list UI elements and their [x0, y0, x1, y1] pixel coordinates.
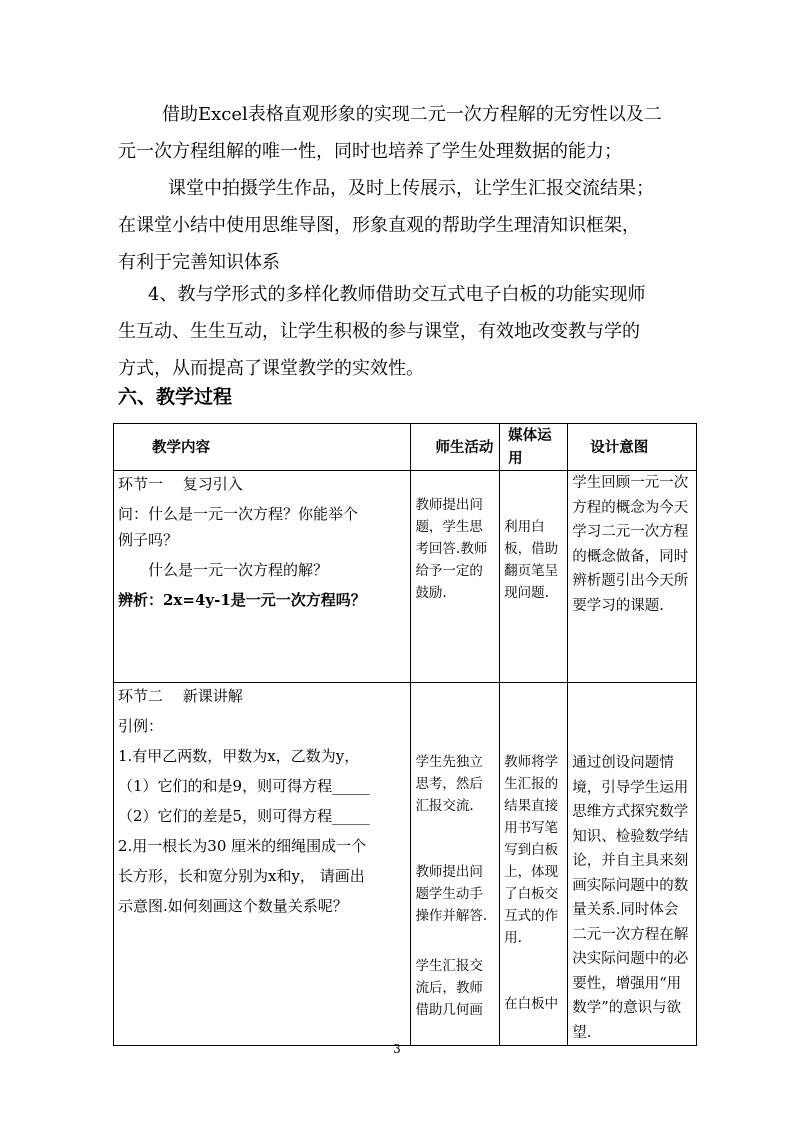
table-header-row: [114, 424, 697, 471]
teaching-process-table: [113, 423, 697, 1046]
text-line: 辨析：2x=4y-1是一元一次方程吗？: [118, 591, 366, 609]
intro-paragraph-1: [118, 96, 698, 170]
text-line: 环节一 复习引入: [118, 475, 243, 493]
text-line: 课堂中拍摄学生作品，及时上传展示，让学生汇报交流结果；: [168, 178, 654, 199]
header-activity: 师生活动: [411, 424, 500, 471]
text-line: 4、教与学形式的多样化教师借助交互式电子白板的功能实现师: [148, 284, 646, 305]
text-block: 教师提出问题学生动手操作并解答.: [415, 864, 488, 924]
table-row: [114, 683, 697, 1046]
intent-cell: [568, 471, 697, 683]
text-line: 示意图.如何刻画这个数量关系呢？: [118, 897, 348, 915]
content-cell: [114, 683, 411, 1046]
text-line: （2）它们的差是5，则可得方程_____: [118, 807, 370, 825]
text-line: 什么是一元一次方程的解？: [148, 561, 329, 579]
page-number: 3: [393, 1042, 401, 1056]
header-media: 媒体运用: [500, 424, 568, 471]
text-line: 元一次方程组解的唯一性，同时也培养了学生处理数据的能力；: [118, 141, 622, 162]
activity-cell: [411, 471, 500, 683]
header-content: 教学内容: [114, 424, 411, 471]
intent-cell: [568, 683, 697, 1046]
text-line: 2.用一根长为30 厘米的细绳围成一个: [118, 837, 367, 855]
text-line: 借助Excel表格直观形象的实现二元一次方程解的无穷性以及二: [162, 104, 662, 125]
text-line: 方式，从而提高了课堂教学的实效性。: [118, 358, 424, 379]
text-block: 教师提出问题，学生思考回答.教师给予一定的鼓励.: [415, 497, 488, 601]
text-line: 环节二 新课讲解: [118, 687, 243, 705]
text-line: 在课堂小结中使用思维导图，形象直观的帮助学生理清知识框架，: [118, 215, 640, 236]
text-block: 学生汇报交流后，教师借助几何画: [415, 958, 483, 1018]
text-line: 问：什么是一元一次方程？你能举个: [118, 505, 359, 523]
text-block: 教师将学生汇报的结果直接用书写笔写到白板上，体现了白板交互式的作用.: [504, 754, 559, 946]
media-cell: [500, 471, 568, 683]
content-cell: [114, 471, 411, 683]
intro-paragraph-3: [118, 276, 698, 387]
header-intent: 设计意图: [568, 424, 697, 471]
text-line: 引例：: [118, 717, 164, 735]
section-heading: 六、教学过程: [118, 386, 233, 408]
media-cell: [500, 683, 568, 1046]
intro-paragraph-2: [118, 170, 698, 281]
text-block: 学生先独立思考，然后汇报交流.: [415, 754, 483, 814]
table-row: [114, 471, 697, 683]
activity-cell: [411, 683, 500, 1046]
text-block: 在白板中: [504, 996, 559, 1012]
text-line: 生互动、生生互动，让学生积极的参与课堂，有效地改变教与学的: [118, 321, 640, 342]
text-line: 长方形，长和宽分别为x和y， 请画出: [118, 867, 365, 885]
text-line: （1）它们的和是9，则可得方程_____: [118, 777, 370, 795]
text-block: 通过创设问题情境，引导学生运用思维方式探究数学知识、检验数学结论，并自主具来刻画实际问题中的数量关系.同时体会二元一次方程在解决实际问题中的必要性，增强用“用数学”的意识与欲望.: [572, 755, 689, 1041]
text-line: 1.有甲乙两数，甲数为x，乙数为y，: [118, 747, 360, 765]
text-line: 例子吗？: [118, 531, 179, 549]
text-line: 有利于完善知识体系: [118, 252, 280, 273]
text-block: 利用白板，借助翻页笔呈现问题.: [504, 519, 559, 601]
text-block: 学生回顾一元一次方程的概念为今天学习二元一次方程的概念做备，同时辨析题引出今天所要学习的课题.: [572, 475, 689, 614]
